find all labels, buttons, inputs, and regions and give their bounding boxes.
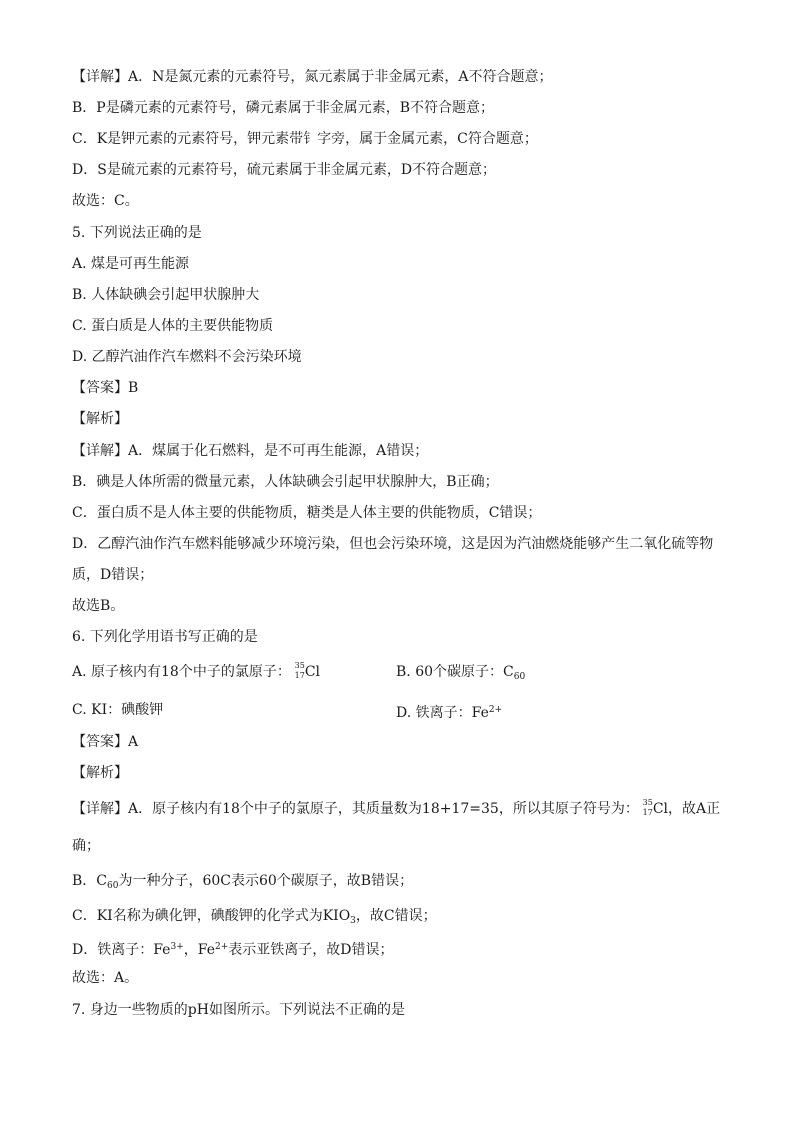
q6-detail-d [72, 938, 394, 959]
q5-analysis-heading: 【解析】 [72, 411, 128, 427]
q6-detail-c-tail: ，故C错误； [355, 908, 437, 924]
q6-option-d-text: D. 铁离子： [396, 705, 472, 721]
superscript: 2+ [214, 942, 229, 952]
q6-detail-d-tail: 表示亚铁离子，故D错误； [228, 942, 394, 958]
q6-options-row-1 [72, 663, 732, 685]
detail-line-c: C．K是钾元素的元素符号，钾元素带钅字旁，属于金属元素，C符合题意； [72, 131, 538, 147]
q5-detail-d-line2: 质，D错误； [72, 567, 154, 583]
q5-detail-d-line1: D．乙醇汽油作汽车燃料能够减少环境污染，但也会污染环境，这是因为汽油燃烧能够产生二氧化硫等物 [72, 536, 714, 552]
question-7-stem: 7. 身边一些物质的pH如图所示。下列说法不正确的是 [72, 1002, 405, 1018]
q5-detail-b: B．碘是人体所需的微量元素，人体缺碘会引起甲状腺肿大，B正确； [72, 474, 499, 490]
q6-option-a-text: A. 原子核内有18个中子的氯原子： [72, 664, 291, 680]
q5-option-a: A. 煤是可再生能源 [72, 256, 190, 272]
q5-option-d: D. 乙醇汽油作汽车燃料不会污染环境 [72, 349, 302, 365]
q6-analysis-heading: 【解析】 [72, 765, 128, 781]
question-6-stem: 6. 下列化学用语书写正确的是 [72, 629, 258, 645]
q6-option-b-text: B. 60个碳原子： [396, 664, 504, 680]
atomic-number: 17 [294, 671, 305, 680]
q6-option-b [396, 663, 525, 686]
element-symbol: C [96, 873, 108, 889]
q6-option-c: C. KI：碘酸钾 [72, 702, 164, 718]
q6-detail-a-nuclide-numbers [641, 800, 653, 818]
q5-answer: 【答案】B [72, 380, 139, 396]
element-symbol: Cl [304, 664, 321, 680]
subscript: 60 [107, 881, 119, 891]
element-symbol: C [503, 664, 514, 680]
subscript: 3 [350, 916, 356, 926]
q6-detail-b-tail: 为一种分子，60C表示60个碳原子，故B错误； [118, 873, 414, 889]
q6-option-a [72, 663, 320, 681]
q6-detail-a-line2: 确； [72, 838, 100, 854]
question-5-stem: 5. 下列说法正确的是 [72, 225, 202, 241]
q6-detail-d-prefix: D．铁离子：Fe [72, 942, 171, 958]
q5-detail-a: 【详解】A．煤属于化石燃料，是不可再生能源，A错误； [72, 443, 429, 459]
q6-detail-b-prefix: B． [72, 873, 97, 889]
q6-options-row-2 [72, 701, 732, 723]
q6-option-d [396, 701, 502, 722]
q5-conclusion: 故选B。 [72, 598, 125, 614]
q6-answer: 【答案】A [72, 734, 139, 750]
detail-line-a: 【详解】A．N是氮元素的元素符号，氮元素属于非金属元素，A不符合题意； [72, 69, 553, 85]
q6-detail-b [72, 872, 413, 895]
mass-number: 35 [642, 798, 653, 807]
q6-detail-c [72, 907, 437, 930]
mass-number: 35 [294, 661, 305, 670]
q5-option-c: C. 蛋白质是人体的主要供能物质 [72, 318, 274, 334]
element-symbol: Fe [471, 705, 489, 721]
detail-line-b: B．P是磷元素的元素符号，磷元素属于非金属元素，B不符合题意； [72, 100, 494, 116]
atomic-number: 17 [642, 808, 653, 817]
detail-line-d: D．S是硫元素的元素符号，硫元素属于非金属元素，D不符合题意； [72, 162, 497, 178]
q6-detail-d-mid: ，Fe [183, 942, 215, 958]
q6-detail-a-tail: ，故A正 [668, 801, 721, 817]
q6-detail-a-text: 【详解】A．原子核内有18个中子的氯原子，其质量数为18+17=35，所以其原子符号为： [72, 801, 639, 817]
superscript: 2+ [488, 705, 503, 715]
q6-option-a-nuclide-numbers [293, 663, 305, 681]
q6-detail-c-prefix: C．KI名称为碘化钾，碘酸钾的化学式为KIO [72, 908, 351, 924]
element-symbol: Cl [652, 801, 669, 817]
q6-conclusion: 故选：A。 [72, 970, 139, 986]
subscript: 60 [513, 672, 526, 682]
conclusion-line: 故选：C。 [72, 193, 139, 209]
q6-detail-a-line1 [72, 800, 720, 818]
q5-option-b: B. 人体缺碘会引起甲状腺肿大 [72, 287, 260, 303]
q5-detail-c: C．蛋白质不是人体主要的供能物质，糖类是人体主要的供能物质，C错误； [72, 505, 542, 521]
superscript: 3+ [170, 942, 184, 952]
